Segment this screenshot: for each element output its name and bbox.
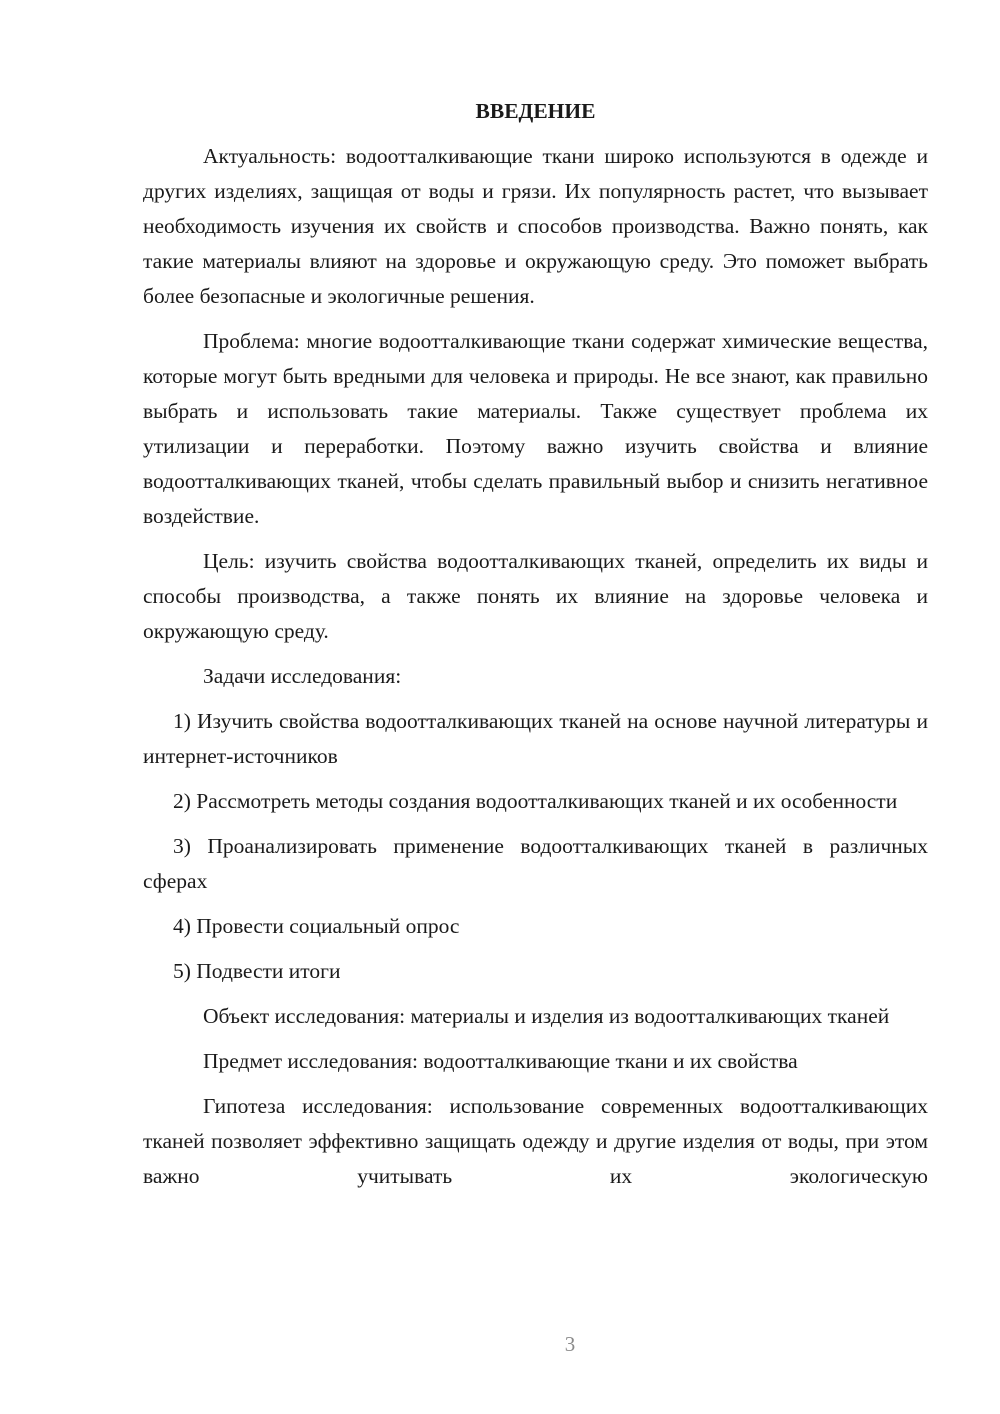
- paragraph-subject: Предмет исследования: водоотталкивающие ткани и их свойства: [203, 1049, 798, 1073]
- document-page: [143, 94, 928, 1194]
- task-item-5: 5) Подвести итоги: [173, 959, 341, 983]
- paragraph-relevance: Актуальность: водоотталкивающие ткани широко используются в одежде и других изделиях, защищая от воды и грязи. Их популярность растет, что вызывает необходимость изучения их свойств и способов производства. Важно понять, как такие материалы влияют на здоровье и окружающую среду. Это поможет выбрать более безопасные и экологичные решения.: [143, 144, 928, 308]
- page-number: 3: [564, 1332, 576, 1356]
- tasks-heading: Задачи исследования:: [203, 664, 402, 688]
- task-item-4: 4) Провести социальный опрос: [173, 914, 460, 938]
- paragraph-problem: Проблема: многие водоотталкивающие ткани содержат химические вещества, которые могут быть вредными для человека и природы. Не все знают, как правильно выбрать и использовать такие материалы. Также существует проблема их утилизации и переработки. Поэтому важно изучить свойства и влияние водоотталкивающих тканей, чтобы сделать правильный выбор и снизить негативное воздействие.: [143, 329, 928, 528]
- task-item-3: 3) Проанализировать применение водоотталкивающих тканей в различных сферах: [143, 834, 928, 893]
- task-item-1: 1) Изучить свойства водоотталкивающих тканей на основе научной литературы и интернет-источников: [143, 709, 928, 768]
- section-title: ВВЕДЕНИЕ: [475, 99, 596, 123]
- task-item-2: 2) Рассмотреть методы создания водоотталкивающих тканей и их особенности: [173, 789, 898, 813]
- paragraph-object: Объект исследования: материалы и изделия из водоотталкивающих тканей: [203, 1004, 890, 1028]
- paragraph-goal: Цель: изучить свойства водоотталкивающих тканей, определить их виды и способы производства, а также понять их влияние на здоровье человека и окружающую среду.: [143, 549, 928, 643]
- paragraph-hypothesis: Гипотеза исследования: использование современных водоотталкивающих тканей позволяет эффективно защищать одежду и другие изделия от воды, при этом важно учитывать их экологическую: [143, 1094, 928, 1188]
